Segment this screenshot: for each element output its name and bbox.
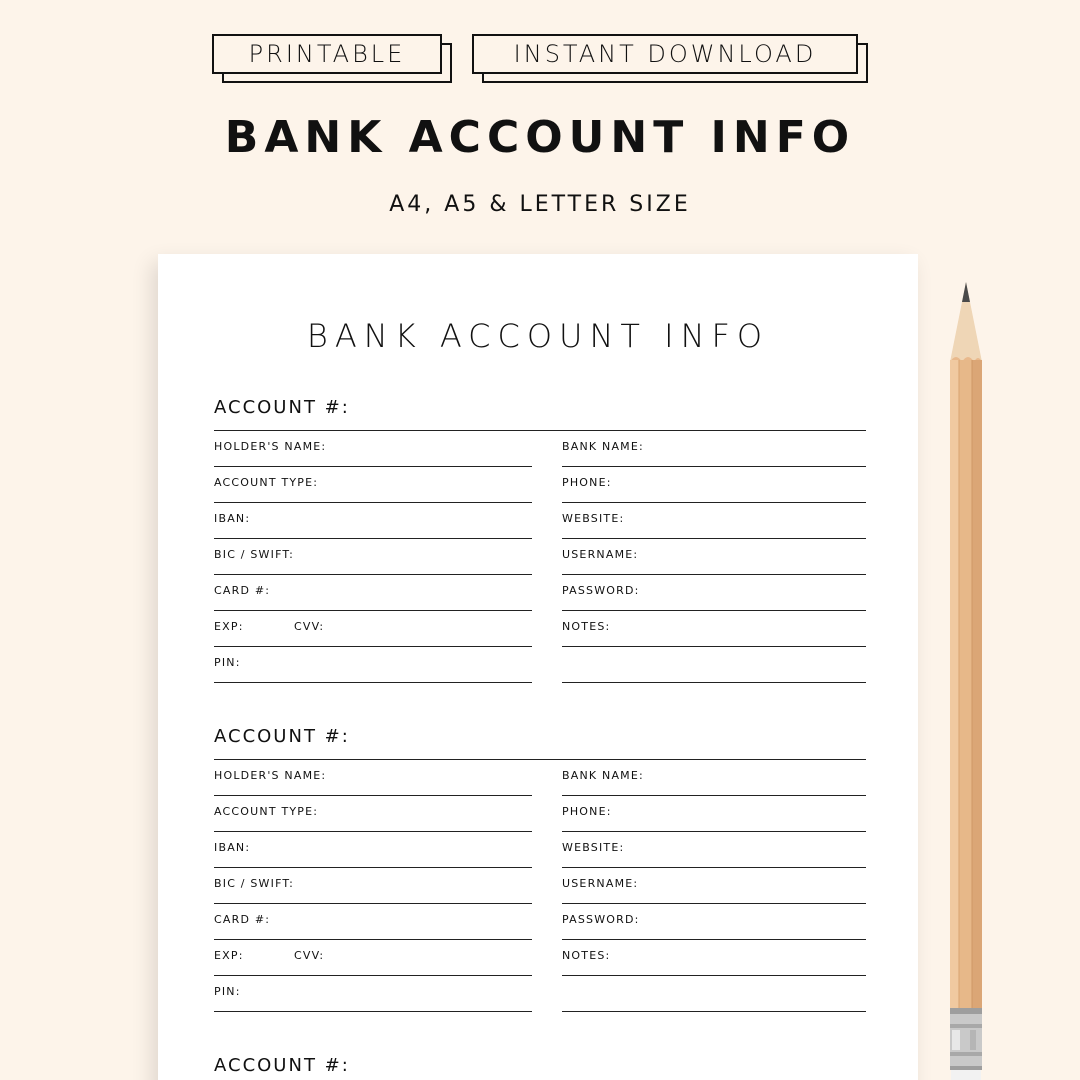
printable-sheet (158, 254, 918, 1080)
sheet-title: BANK ACCOUNT INFO (306, 317, 770, 355)
website-field: WEBSITE: (562, 503, 866, 539)
left-fields (214, 760, 532, 1012)
badge-printable (212, 34, 442, 74)
username-field: USERNAME: (562, 539, 866, 575)
password-field: PASSWORD: (562, 904, 866, 940)
iban-field: IBAN: (214, 503, 532, 539)
card-number-field: CARD #: (214, 904, 532, 940)
bank-name-field: BANK NAME: (562, 431, 866, 467)
notes-line (562, 647, 866, 683)
badge-instant-download (472, 34, 858, 74)
account-section-2 (214, 723, 866, 1012)
card-number-field: CARD #: (214, 575, 532, 611)
right-fields (562, 431, 866, 683)
pin-field: PIN: (214, 647, 532, 683)
phone-field: PHONE: (562, 467, 866, 503)
account-number-label: ACCOUNT #: (214, 723, 866, 760)
bank-name-field: BANK NAME: (562, 760, 866, 796)
exp-cvv-field: EXP: CVV: (214, 940, 532, 976)
badge-download-label: INSTANT DOWNLOAD (472, 34, 858, 74)
account-type-field: ACCOUNT TYPE: (214, 796, 532, 832)
website-field: WEBSITE: (562, 832, 866, 868)
account-number-label: ACCOUNT #: (214, 1055, 350, 1076)
pencil-icon (930, 280, 1010, 1080)
notes-field: NOTES: (562, 611, 866, 647)
account-section-3 (214, 1052, 866, 1080)
iban-field: IBAN: (214, 832, 532, 868)
exp-cvv-field: EXP: CVV: (214, 611, 532, 647)
username-field: USERNAME: (562, 868, 866, 904)
phone-field: PHONE: (562, 796, 866, 832)
notes-field: NOTES: (562, 940, 866, 976)
notes-line (562, 976, 866, 1012)
pin-field: PIN: (214, 976, 532, 1012)
account-type-field: ACCOUNT TYPE: (214, 467, 532, 503)
bic-swift-field: BIC / SWIFT: (214, 868, 532, 904)
left-fields (214, 431, 532, 683)
account-section-1 (214, 394, 866, 683)
right-fields (562, 760, 866, 1012)
bic-swift-field: BIC / SWIFT: (214, 539, 532, 575)
account-number-label: ACCOUNT #: (214, 394, 866, 431)
page-title: BANK ACCOUNT INFO (224, 112, 856, 163)
badge-printable-label: PRINTABLE (212, 34, 442, 74)
holder-name-field: HOLDER'S NAME: (214, 431, 532, 467)
holder-name-field: HOLDER'S NAME: (214, 760, 532, 796)
password-field: PASSWORD: (562, 575, 866, 611)
page-subtitle: A4, A5 & LETTER SIZE (389, 192, 691, 217)
